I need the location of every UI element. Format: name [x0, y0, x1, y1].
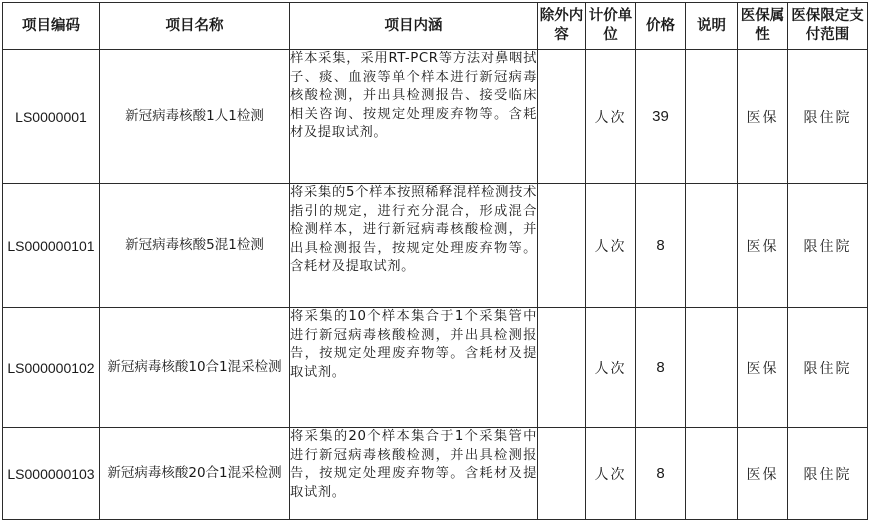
item-payment-scope: 限住院 [788, 428, 868, 520]
item-note [686, 308, 738, 428]
item-price: 8 [636, 184, 686, 308]
item-unit: 人次 [586, 50, 636, 184]
header-excluded: 除外内容 [538, 3, 586, 50]
header-name: 项目名称 [100, 3, 290, 50]
item-price: 39 [636, 50, 686, 184]
item-unit: 人次 [586, 308, 636, 428]
item-note [686, 184, 738, 308]
item-excluded [538, 50, 586, 184]
table-row [3, 308, 868, 428]
item-price: 8 [636, 308, 686, 428]
item-excluded [538, 184, 586, 308]
header-payment-scope: 医保限定支付范围 [788, 3, 868, 50]
item-name: 新冠病毒核酸20合1混采检测 [100, 428, 290, 520]
item-insurance-type: 医保 [738, 428, 788, 520]
header-price: 价格 [636, 3, 686, 50]
header-note: 说明 [686, 3, 738, 50]
item-code: LS0000001 [3, 50, 100, 184]
item-name: 新冠病毒核酸5混1检测 [100, 184, 290, 308]
item-unit: 人次 [586, 428, 636, 520]
item-content: 样本采集，采用RT-PCR等方法对鼻咽拭子、痰、血液等单个样本进行新冠病毒核酸检测，并出具检测报告、接受临床相关咨询、按规定处理废弃物等。含耗材及提取试剂。 [290, 50, 538, 184]
table-row [3, 428, 868, 520]
item-note [686, 50, 738, 184]
item-unit: 人次 [586, 184, 636, 308]
table-row [3, 184, 868, 308]
item-insurance-type: 医保 [738, 308, 788, 428]
item-code: LS000000103 [3, 428, 100, 520]
header-insurance-type: 医保属性 [738, 3, 788, 50]
item-content: 将采集的10个样本集合于1个采集管中进行新冠病毒核酸检测，并出具检测报告，按规定处理废弃物等。含耗材及提取试剂。 [290, 308, 538, 428]
item-payment-scope: 限住院 [788, 184, 868, 308]
header-unit: 计价单位 [586, 3, 636, 50]
item-code: LS000000102 [3, 308, 100, 428]
header-row [3, 3, 868, 50]
item-name: 新冠病毒核酸1人1检测 [100, 50, 290, 184]
pricing-table [2, 2, 868, 520]
item-code: LS000000101 [3, 184, 100, 308]
item-content: 将采集的20个样本集合于1个采集管中进行新冠病毒核酸检测，并出具检测报告，按规定处理废弃物等。含耗材及提取试剂。 [290, 428, 538, 520]
item-name: 新冠病毒核酸10合1混采检测 [100, 308, 290, 428]
item-excluded [538, 308, 586, 428]
table-row [3, 50, 868, 184]
item-payment-scope: 限住院 [788, 308, 868, 428]
header-content: 项目内涵 [290, 3, 538, 50]
item-price: 8 [636, 428, 686, 520]
item-note [686, 428, 738, 520]
item-insurance-type: 医保 [738, 184, 788, 308]
header-code: 项目编码 [3, 3, 100, 50]
item-payment-scope: 限住院 [788, 50, 868, 184]
item-insurance-type: 医保 [738, 50, 788, 184]
item-excluded [538, 428, 586, 520]
item-content: 将采集的5个样本按照稀释混样检测技术指引的规定，进行充分混合，形成混合检测样本，进行新冠病毒核酸检测，并出具检测报告，按规定处理废弃物等。含耗材及提取试剂。 [290, 184, 538, 308]
